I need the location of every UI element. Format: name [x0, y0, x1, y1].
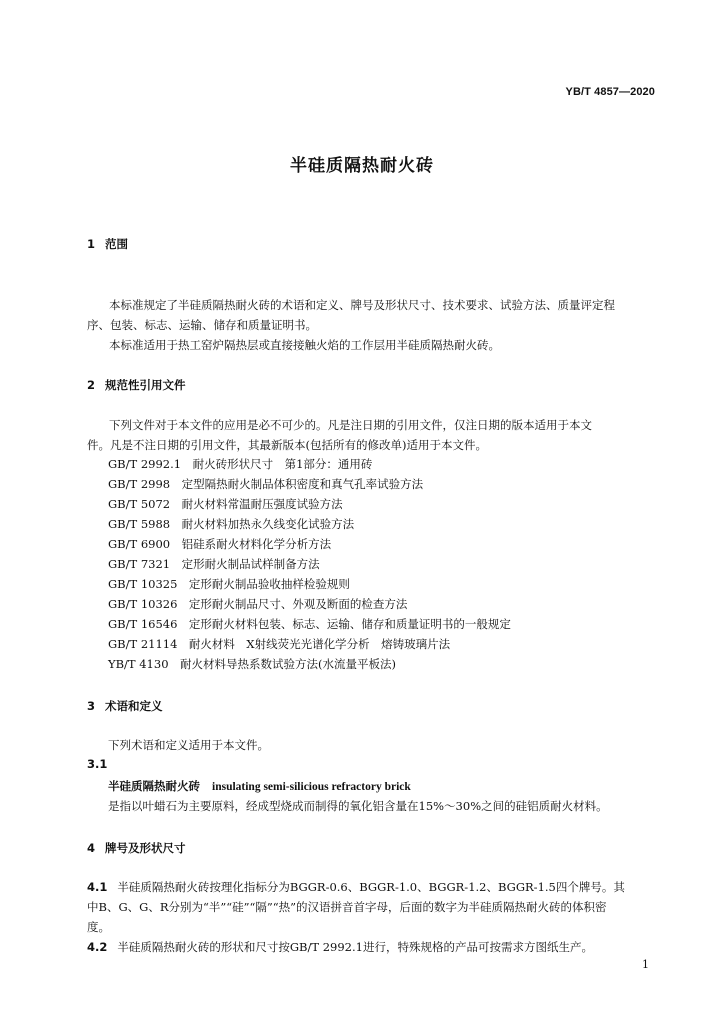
clause-4-1: 4.1 半硅质隔热耐火砖按理化指标分为BGGR-0.6、BGGR-1.0、BGGR-1.2、BGGR-1.5四个牌号。其 中B、G、G、R分别为“半”“硅”“隔”“热”的汉语拼音首字母，后面的数字为半硅质隔热耐火砖的体积密 度。 [87, 880, 625, 934]
section-4-heading [87, 840, 186, 856]
reference-item: GB/T 6900 铝硅系耐火材料化学分析方法 [108, 537, 332, 551]
reference-item: GB/T 21114 耐火材料 X射线荧光光谱化学分析 熔铸玻璃片法 [108, 637, 451, 651]
term-entry [108, 778, 411, 794]
reference-item: GB/T 5072 耐火材料常温耐压强度试验方法 [108, 497, 343, 511]
reference-item: GB/T 10325 定形耐火制品验收抽样检验规则 [108, 577, 350, 591]
reference-item: GB/T 2992.1 耐火砖形状尺寸 第1部分：通用砖 [108, 457, 373, 471]
reference-item: GB/T 2998 定型隔热耐火制品体积密度和真气孔率试验方法 [108, 477, 424, 491]
reference-item: GB/T 16546 定形耐火材料包装、标志、运输、储存和质量证明书的一般规定 [108, 617, 511, 631]
section-2-title: 规范性引用文件 [105, 378, 186, 392]
reference-item: GB/T 7321 定形耐火制品试样制备方法 [108, 557, 320, 571]
section-4-title: 牌号及形状尺寸 [105, 841, 186, 855]
page-number: 1 [642, 958, 649, 971]
section-3-title: 术语和定义 [105, 699, 163, 713]
section-3-heading [87, 698, 163, 714]
section-1-heading [87, 236, 128, 252]
section-1-title: 范围 [105, 237, 128, 251]
section-1-paragraph-2: 本标准适用于热工窑炉隔热层或直接接触火焰的工作层用半硅质隔热耐火砖。 [109, 338, 500, 352]
reference-item: GB/T 10326 定形耐火制品尺寸、外观及断面的检查方法 [108, 597, 408, 611]
term-definition: 是指以叶蜡石为主要原料，经成型烧成而制得的氧化铝含量在15%～30%之间的硅铝质耐火材料。 [108, 799, 608, 813]
section-1-paragraph-1: 本标准规定了半硅质隔热耐火砖的术语和定义、牌号及形状尺寸、技术要求、试验方法、质量评定程 序、包装、标志、运输、储存和质量证明书。 [87, 298, 615, 332]
document-title: 半硅质隔热耐火砖 [290, 156, 434, 176]
section-2-heading [87, 377, 186, 393]
clause-4-1-number: 4.1 [87, 880, 108, 894]
section-4-number: 4 [87, 841, 96, 855]
term-chinese: 半硅质隔热耐火砖 [108, 779, 200, 793]
clause-4-2-number: 4.2 [87, 940, 108, 954]
clause-3-1-number: 3.1 [87, 757, 108, 771]
clause-4-2: 4.2 半硅质隔热耐火砖的形状和尺寸按GB/T 2992.1进行，特殊规格的产品可按需求方图纸生产。 [87, 940, 593, 954]
section-2-number: 2 [87, 378, 96, 392]
section-2-intro: 下列文件对于本文件的应用是必不可少的。凡是注日期的引用文件，仅注日期的版本适用于本文 件。凡是不注日期的引用文件，其最新版本(包括所有的修改单)适用于本文件。 [87, 418, 592, 452]
term-english: insulating semi-silicious refractory brick [212, 781, 411, 793]
section-3-intro: 下列术语和定义适用于本文件。 [108, 738, 269, 752]
section-3-number: 3 [87, 699, 96, 713]
section-1-number: 1 [87, 237, 96, 251]
standard-code: YB/T 4857—2020 [565, 86, 655, 98]
reference-item: YB/T 4130 耐火材料导热系数试验方法(水流量平板法) [108, 657, 396, 671]
reference-item: GB/T 5988 耐火材料加热永久线变化试验方法 [108, 517, 355, 531]
